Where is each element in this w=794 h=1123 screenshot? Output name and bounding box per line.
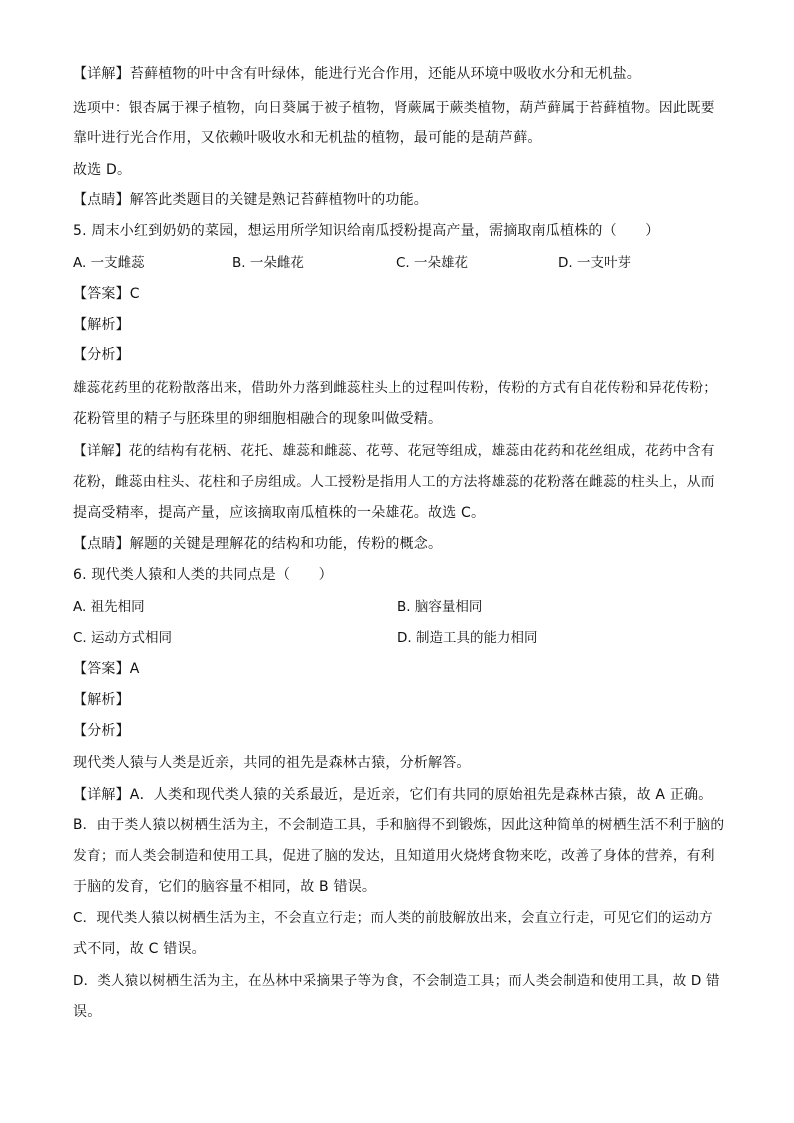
q6-fenxi-head: 【分析】 xyxy=(73,723,130,739)
q6-option-d: D. 制造工具的能力相同 xyxy=(397,630,538,646)
q5-detail-text: 【详解】花的结构有花柄、花托、雄蕊和雌蕊、花萼、花冠等组成，雄蕊由花药和花丝组成，花药中含有 xyxy=(73,443,715,459)
q5-answer: 【答案】C xyxy=(73,286,140,302)
q5-option-a: A. 一支雌蕊 xyxy=(73,255,145,271)
q4-comment: 【点睛】解答此类题目的关键是熟记苔藓植物叶的功能。 xyxy=(73,192,428,208)
q5-option-c: C. 一朵雄花 xyxy=(396,255,469,271)
q5-option-b: B. 一朵雌花 xyxy=(232,255,304,271)
q6-detail-d: D．类人猿以树栖生活为主，在丛林中采摘果子等为食，不会制造工具；而人类会制造和使用工具，故 D 错 xyxy=(73,973,720,989)
q5-option-d: D. 一支叶芽 xyxy=(558,255,631,271)
q6-option-b: B. 脑容量相同 xyxy=(397,599,483,615)
q5-detail-text-3: 提高受精率，提高产量，应该摘取南瓜植株的一朵雄花。故选 C。 xyxy=(73,505,486,521)
q6-fenxi-text: 现代类人猿与人类是近亲，共同的祖先是森林古猿，分析解答。 xyxy=(73,755,471,771)
q6-detail-b: B．由于类人猿以树栖生活为主，不会制造工具，手和脑得不到锻炼，因此这种简单的树栖生活不利于脑的 xyxy=(73,817,725,833)
q6-option-c: C. 运动方式相同 xyxy=(73,630,173,646)
q6-detail-d-2: 误。 xyxy=(73,1004,102,1020)
q4-answer-line: 故选 D。 xyxy=(73,162,132,178)
q4-detail-text: 【详解】苔藓植物的叶中含有叶绿体，能进行光合作用，还能从环境中吸收水分和无机盐。 xyxy=(73,66,641,82)
q5-fenxi-text: 雄蕊花药里的花粉散落出来，借助外力落到雌蕊柱头上的过程叫传粉，传粉的方式有自花传粉和异花传粉； xyxy=(73,380,717,396)
q5-fenxi-head: 【分析】 xyxy=(73,347,130,363)
q5-detail-text-2: 花粉，雌蕊由柱头、花柱和子房组成。人工授粉是指用人工的方法将雄蕊的花粉落在雌蕊的柱头上，从而 xyxy=(73,474,715,490)
q6-detail-a: 【详解】A．人类和现代类人猿的关系最近，是近亲，它们有共同的原始祖先是森林古猿，故 A 正确。 xyxy=(73,787,713,803)
q4-options-text: 选项中：银杏属于裸子植物，向日葵属于被子植物，肾蕨属于蕨类植物，葫芦藓属于苔藓植物。因此既要 xyxy=(73,100,715,116)
q6-detail-c-2: 式不同，故 C 错误。 xyxy=(73,941,206,957)
q5-fenxi-text-cont: 花粉管里的精子与胚珠里的卵细胞相融合的现象叫做受精。 xyxy=(73,411,443,427)
q5-analysis-head: 【解析】 xyxy=(73,317,130,333)
q6-detail-b-2: 发育；而人类会制造和使用工具，促进了脑的发达，且知道用火烧烤食物来吃，改善了身体的营养，有利 xyxy=(73,848,715,864)
q6-analysis-head: 【解析】 xyxy=(73,692,130,708)
q6-option-a: A. 祖先相同 xyxy=(73,599,145,615)
q6-answer: 【答案】A xyxy=(73,661,140,677)
q4-options-text-cont: 靠叶进行光合作用，又依赖叶吸收水和无机盐的植物，最可能的是葫芦藓。 xyxy=(73,130,542,146)
q6-stem: 6. 现代类人猿和人类的共同点是（ ） xyxy=(73,567,333,583)
q6-detail-b-3: 于脑的发育，它们的脑容量不相同，故 B 错误。 xyxy=(73,879,377,895)
q5-comment: 【点睛】解题的关键是理解花的结构和功能，传粉的概念。 xyxy=(73,536,443,552)
q5-stem: 5. 周末小红到奶奶的菜园，想运用所学知识给南瓜授粉提高产量，需摘取南瓜植株的（ ） xyxy=(73,223,660,239)
q6-detail-c: C．现代类人猿以树栖生活为主，不会直立行走；而人类的前肢解放出来，会直立行走，可见它们的运动方 xyxy=(73,910,713,926)
